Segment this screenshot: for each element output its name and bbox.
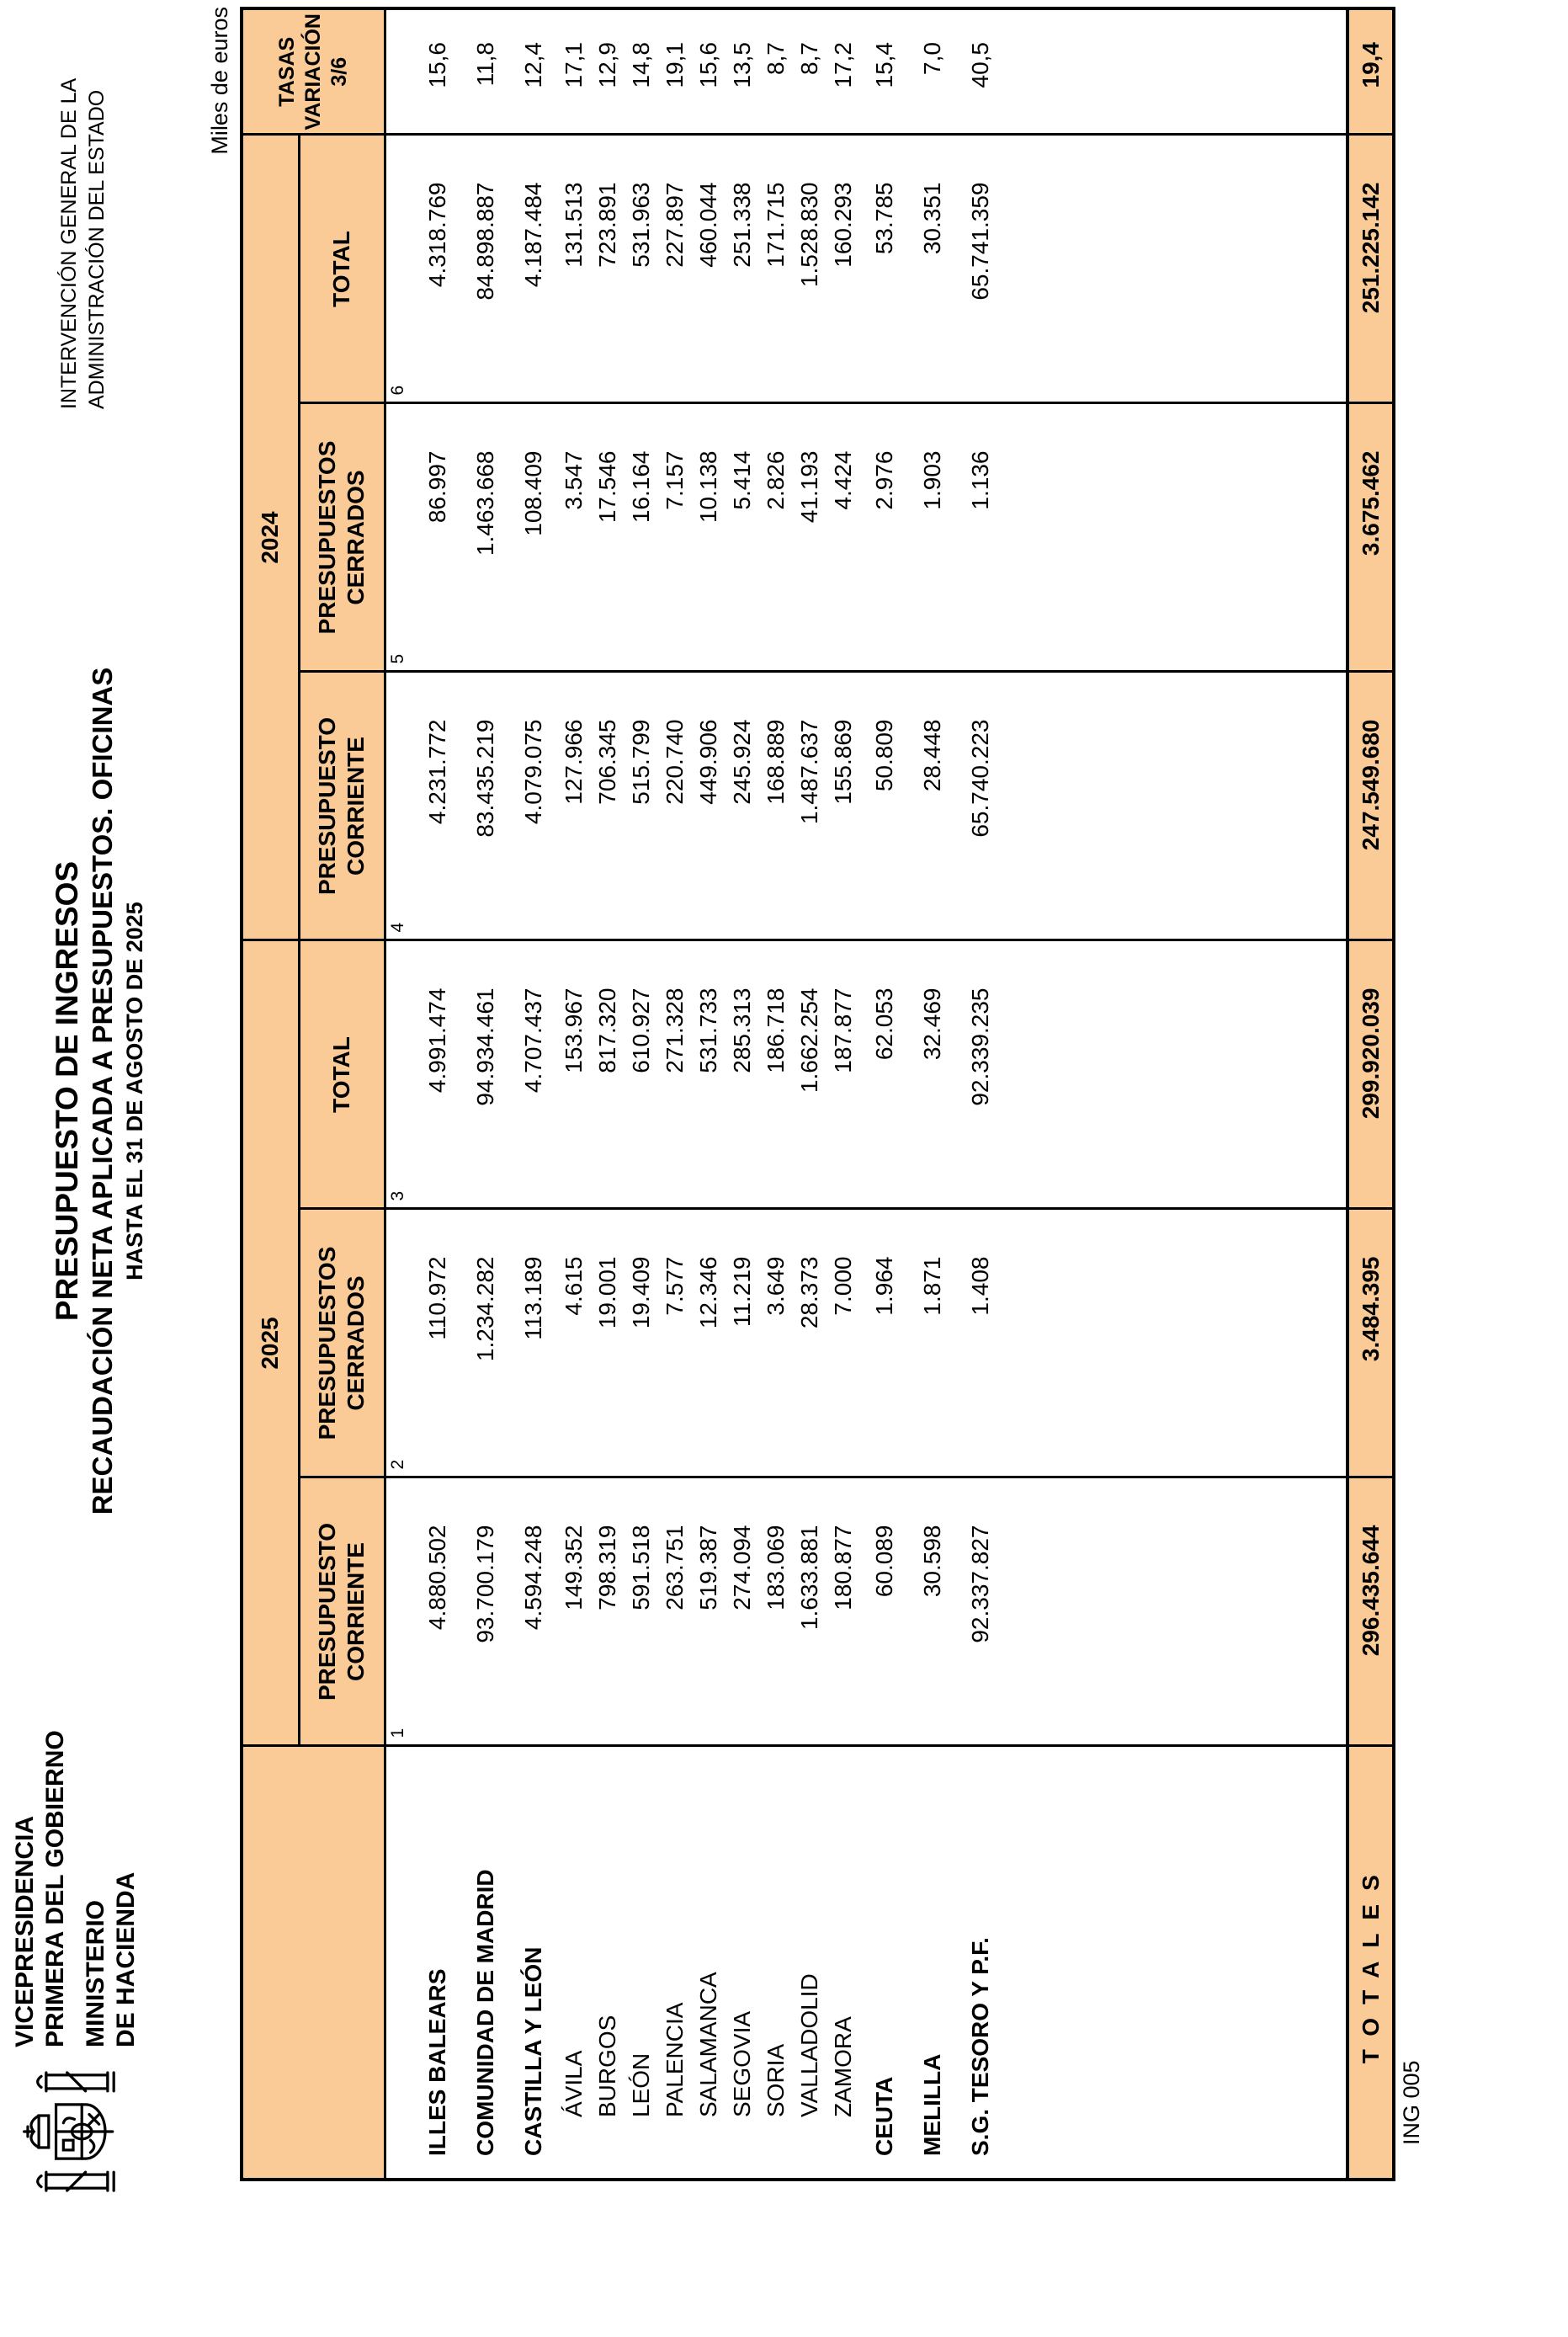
cell-value: 183.069: [759, 1477, 793, 1746]
tasas-header-line-2: VARIACIÓN: [300, 13, 325, 130]
cell-value: 4.991.474: [413, 940, 461, 1209]
cell-value: 4.187.484: [509, 135, 557, 403]
row-label: ÁVILA: [557, 1746, 591, 2180]
cell-value: 1.463.668: [461, 403, 509, 672]
cell-value: 4.079.075: [509, 672, 557, 940]
cell-value: 4.318.769: [413, 135, 461, 403]
row-label: COMUNIDAD DE MADRID: [461, 1746, 509, 2180]
table-row: [625, 8, 658, 2180]
col-header-line: CERRADOS: [343, 470, 369, 605]
cell-value: 531.733: [692, 940, 726, 1209]
col-header-line: PRESUPUESTOS: [314, 440, 340, 635]
cell-value: 7.157: [658, 403, 692, 672]
filler-cell: [1004, 135, 1347, 403]
ministry-heading: [81, 1872, 141, 2047]
gov-line-1: VICEPRESIDENCIA: [11, 1815, 39, 2047]
cell-value: 1.903: [908, 403, 956, 672]
cell-value: 15,6: [413, 8, 461, 135]
table-row: [557, 8, 591, 2180]
table-row: [591, 8, 625, 2180]
table-row: [509, 8, 557, 2180]
table-header: [242, 8, 385, 2180]
cell-value: 14,8: [625, 8, 658, 135]
filler-cell: [1004, 1746, 1347, 2180]
cell-value: 8,7: [793, 8, 827, 135]
cell-value: 4.424: [827, 403, 860, 672]
row-label: BURGOS: [591, 1746, 625, 2180]
row-label: ILLES BALEARS: [413, 1746, 461, 2180]
cell-value: 127.966: [557, 672, 591, 940]
cell-value: 149.352: [557, 1477, 591, 1746]
cell-value: 7.577: [658, 1209, 692, 1477]
year-group-2025: 2025: [242, 940, 299, 1746]
cell-value: 2.826: [759, 403, 793, 672]
cell-value: 84.898.887: [461, 135, 509, 403]
cell-value: 93.700.179: [461, 1477, 509, 1746]
row-label: ZAMORA: [827, 1746, 860, 2180]
cell-value: 285.313: [726, 940, 759, 1209]
col-header-total-2024: [299, 135, 385, 403]
column-number-3: 3: [385, 940, 413, 1209]
cell-value: 60.089: [860, 1477, 908, 1746]
totals-cerrados-2024: 3.675.462: [1347, 403, 1394, 672]
cell-value: 227.897: [658, 135, 692, 403]
cell-value: 1.408: [956, 1209, 1004, 1477]
cell-value: 1.528.830: [793, 135, 827, 403]
tasas-header-cell: [242, 8, 385, 135]
totals-cerrados-2025: 3.484.395: [1347, 1209, 1394, 1477]
table-row: [692, 8, 726, 2180]
cell-value: 53.785: [860, 135, 908, 403]
coat-of-arms-logo: [12, 2068, 135, 2196]
cell-value: 460.044: [692, 135, 726, 403]
col-header-total-2025: [299, 940, 385, 1209]
filler-cell: [1004, 1477, 1347, 1746]
colnum-stub: [385, 1746, 413, 2180]
title-line-2: RECAUDACIÓN NETA APLICADA A PRESUPUESTOS. OFICINAS: [87, 667, 118, 1515]
form-code: ING 005: [1399, 2060, 1424, 2145]
igae-line-2: ADMINISTRACIÓN DEL ESTADO: [85, 89, 109, 409]
cell-value: 11,8: [461, 8, 509, 135]
cell-value: 168.889: [759, 672, 793, 940]
cell-value: 108.409: [509, 403, 557, 672]
table-body: [385, 8, 1394, 2180]
cell-value: 5.414: [726, 403, 759, 672]
totals-row: [1347, 8, 1394, 2180]
cell-value: 245.924: [726, 672, 759, 940]
filler-row: [1004, 8, 1347, 2180]
cell-value: 8,7: [759, 8, 793, 135]
cell-value: 1.964: [860, 1209, 908, 1477]
cell-value: 251.338: [726, 135, 759, 403]
budget-table: [240, 7, 1395, 2181]
cell-value: 30.598: [908, 1477, 956, 1746]
table-row: [908, 8, 956, 2180]
cell-value: 4.594.248: [509, 1477, 557, 1746]
cell-value: 30.351: [908, 135, 956, 403]
cell-value: 798.319: [591, 1477, 625, 1746]
cell-value: 19.001: [591, 1209, 625, 1477]
table-row: [759, 8, 793, 2180]
cell-value: 610.927: [625, 940, 658, 1209]
column-number-row: [385, 8, 413, 2180]
table-row: [658, 8, 692, 2180]
cell-value: 131.513: [557, 135, 591, 403]
table-row: [793, 8, 827, 2180]
cell-value: 7.000: [827, 1209, 860, 1477]
totals-total-2025: 299.920.039: [1347, 940, 1394, 1209]
row-label: CASTILLA Y LEÓN: [509, 1746, 557, 2180]
totals-corriente-2024: 247.549.680: [1347, 672, 1394, 940]
ministry-line-2: DE HACIENDA: [112, 1871, 140, 2047]
cell-value: 3.649: [759, 1209, 793, 1477]
filler-cell: [1004, 403, 1347, 672]
cell-value: 706.345: [591, 672, 625, 940]
table-row: [956, 8, 1004, 2180]
cell-value: 50.809: [860, 672, 908, 940]
cell-value: 1.662.254: [793, 940, 827, 1209]
row-label: PALENCIA: [658, 1746, 692, 2180]
cell-value: 40,5: [956, 8, 1004, 135]
tasas-header-line-1: TASAS: [274, 36, 299, 107]
title-line-1: PRESUPUESTO DE INGRESOS: [50, 860, 84, 1322]
cell-value: 19,1: [658, 8, 692, 135]
col-header-corriente-2024: [299, 672, 385, 940]
cell-value: 83.435.219: [461, 672, 509, 940]
column-number-2: 2: [385, 1209, 413, 1477]
title-line-3: HASTA EL 31 DE AGOSTO DE 2025: [122, 902, 147, 1280]
row-label: MELILLA: [908, 1746, 956, 2180]
filler-cell: [1004, 8, 1347, 135]
cell-value: 11.219: [726, 1209, 759, 1477]
cell-value: 10.138: [692, 403, 726, 672]
cell-value: 86.997: [413, 403, 461, 672]
col-header-line: TOTAL: [328, 1036, 354, 1113]
row-label: CEUTA: [860, 1746, 908, 2180]
gov-line-2: PRIMERA DEL GOBIERNO: [41, 1730, 69, 2047]
col-header-line: PRESUPUESTO: [314, 1522, 340, 1701]
col-header-cerrados-2024: [299, 403, 385, 672]
stub-header-cell: [242, 1746, 385, 2180]
cell-value: 41.193: [793, 403, 827, 672]
cell-value: 62.053: [860, 940, 908, 1209]
cell-value: 531.963: [625, 135, 658, 403]
colnum-tasas: [385, 8, 413, 135]
row-label: SORIA: [759, 1746, 793, 2180]
row-label: SEGOVIA: [726, 1746, 759, 2180]
cell-value: 4.880.502: [413, 1477, 461, 1746]
col-header-line: TOTAL: [328, 231, 354, 307]
table-row: [413, 8, 461, 2180]
cell-value: 4.707.437: [509, 940, 557, 1209]
cell-value: 17,2: [827, 8, 860, 135]
cell-value: 15,4: [860, 8, 908, 135]
cell-value: 519.387: [692, 1477, 726, 1746]
cell-value: 263.751: [658, 1477, 692, 1746]
cell-value: 15,6: [692, 8, 726, 135]
cell-value: 1.633.881: [793, 1477, 827, 1746]
col-header-line: CORRIENTE: [343, 1542, 369, 1681]
filler-cell: [1004, 672, 1347, 940]
row-label: SALAMANCA: [692, 1746, 726, 2180]
cell-value: 186.718: [759, 940, 793, 1209]
cell-value: 28.373: [793, 1209, 827, 1477]
cell-value: 2.976: [860, 403, 908, 672]
totals-corriente-2025: 296.435.644: [1347, 1477, 1394, 1746]
totals-tasas: 19,4: [1347, 8, 1394, 135]
document-title: [49, 434, 150, 1748]
cell-value: 12,4: [509, 8, 557, 135]
cell-value: 1.136: [956, 403, 1004, 672]
totals-total-2024: 251.225.142: [1347, 135, 1394, 403]
cell-value: 17,1: [557, 8, 591, 135]
cell-value: 28.448: [908, 672, 956, 940]
cell-value: 4.615: [557, 1209, 591, 1477]
table-row: [860, 8, 908, 2180]
cell-value: 274.094: [726, 1477, 759, 1746]
cell-value: 92.337.827: [956, 1477, 1004, 1746]
cell-value: 449.906: [692, 672, 726, 940]
cell-value: 171.715: [759, 135, 793, 403]
column-number-6: 6: [385, 135, 413, 403]
column-number-4: 4: [385, 672, 413, 940]
cell-value: 1.871: [908, 1209, 956, 1477]
cell-value: 180.877: [827, 1477, 860, 1746]
cell-value: 65.740.223: [956, 672, 1004, 940]
units-note: Miles de euros: [207, 7, 232, 155]
table-row: [827, 8, 860, 2180]
cell-value: 17.546: [591, 403, 625, 672]
cell-value: 723.891: [591, 135, 625, 403]
cell-value: 92.339.235: [956, 940, 1004, 1209]
col-header-line: CORRIENTE: [343, 737, 369, 876]
cell-value: 515.799: [625, 672, 658, 940]
tasas-header-line-3: 3/6: [327, 56, 351, 87]
row-label: LEÓN: [625, 1746, 658, 2180]
cell-value: 1.234.282: [461, 1209, 509, 1477]
table-row: [726, 8, 759, 2180]
cell-value: 113.189: [509, 1209, 557, 1477]
cell-value: 7,0: [908, 8, 956, 135]
cell-value: 220.740: [658, 672, 692, 940]
col-header-line: PRESUPUESTOS: [314, 1246, 340, 1440]
cell-value: 65.741.359: [956, 135, 1004, 403]
col-header-cerrados-2025: [299, 1209, 385, 1477]
cell-value: 155.869: [827, 672, 860, 940]
cell-value: 110.972: [413, 1209, 461, 1477]
filler-cell: [1004, 940, 1347, 1209]
cell-value: 153.967: [557, 940, 591, 1209]
table-row: [461, 8, 509, 2180]
cell-value: 32.469: [908, 940, 956, 1209]
cell-value: 12,9: [591, 8, 625, 135]
ministry-line-1: MINISTERIO: [82, 1899, 109, 2047]
row-label: VALLADOLID: [793, 1746, 827, 2180]
year-group-2024: 2024: [242, 135, 299, 940]
cell-value: 591.518: [625, 1477, 658, 1746]
gov-office-heading: [10, 1730, 71, 2047]
cell-value: 1.487.637: [793, 672, 827, 940]
cell-value: 4.231.772: [413, 672, 461, 940]
col-header-line: CERRADOS: [343, 1275, 369, 1411]
row-label: S.G. TESORO Y P.F.: [956, 1746, 1004, 2180]
cell-value: 187.877: [827, 940, 860, 1209]
column-number-5: 5: [385, 403, 413, 672]
totals-label: TOTALES: [1347, 1746, 1394, 2180]
cell-value: 12.346: [692, 1209, 726, 1477]
cell-value: 16.164: [625, 403, 658, 672]
igae-line-1: INTERVENCIÓN GENERAL DE LA: [57, 77, 81, 409]
cell-value: 3.547: [557, 403, 591, 672]
igae-heading: [56, 72, 111, 409]
cell-value: 271.328: [658, 940, 692, 1209]
column-number-1: 1: [385, 1477, 413, 1746]
cell-value: 160.293: [827, 135, 860, 403]
col-header-corriente-2025: [299, 1477, 385, 1746]
cell-value: 19.409: [625, 1209, 658, 1477]
cell-value: 13,5: [726, 8, 759, 135]
cell-value: 817.320: [591, 940, 625, 1209]
cell-value: 94.934.461: [461, 940, 509, 1209]
filler-cell: [1004, 1209, 1347, 1477]
col-header-line: PRESUPUESTO: [314, 716, 340, 896]
